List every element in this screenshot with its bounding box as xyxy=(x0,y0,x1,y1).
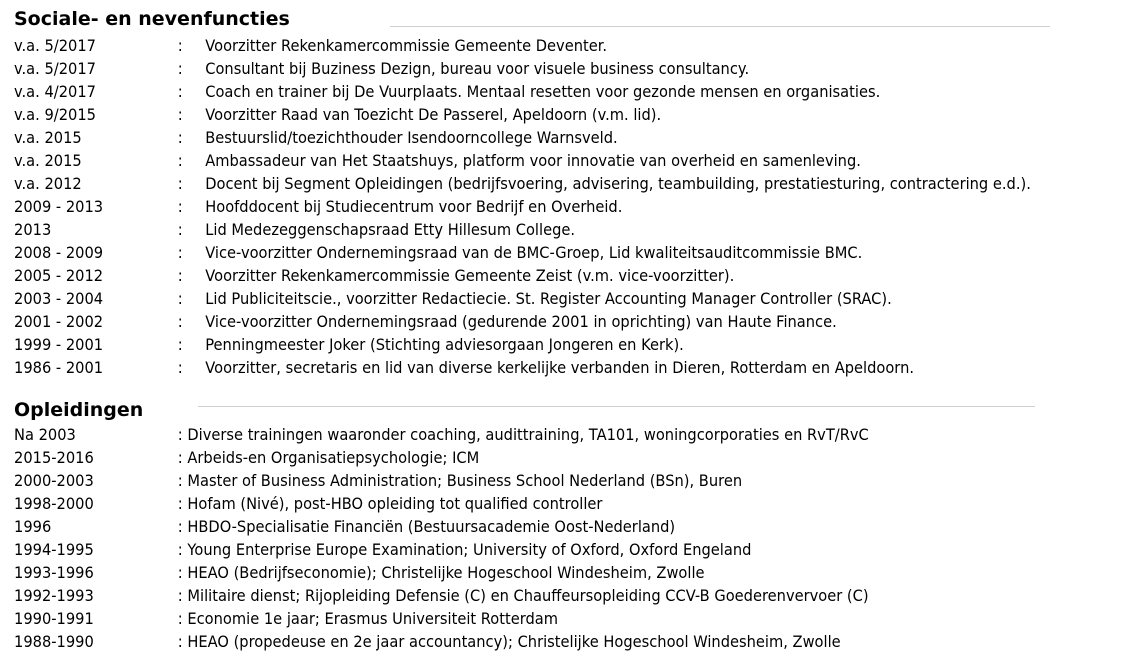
entry-date: v.a. 4/2017 xyxy=(14,82,96,101)
entry-separator: : xyxy=(177,335,183,354)
entry-date: v.a. 2015 xyxy=(14,151,82,170)
entry-date: 2001 - 2002 xyxy=(14,312,104,331)
entry-date: 2015-2016 xyxy=(14,448,94,467)
entry-description: Coach en trainer bij De Vuurplaats. Mentaal resetten voor gezonde mensen en organisaties. xyxy=(205,82,881,101)
entry-date: v.a. 2015 xyxy=(14,128,82,147)
entry-description: Voorzitter, secretaris en lid van diverse kerkelijke verbanden in Dieren, Rotterdam en Apeldoorn. xyxy=(205,358,915,377)
entry-description: Voorzitter Rekenkamercommissie Gemeente Zeist (v.m. vice-voorzitter). xyxy=(205,266,735,285)
entry-separator: : xyxy=(177,174,183,193)
entry-date: v.a. 2012 xyxy=(14,174,82,193)
entry-separator: : xyxy=(177,358,183,377)
entry-date: v.a. 5/2017 xyxy=(14,36,96,55)
section-title-education: Opleidingen xyxy=(14,399,144,421)
entry-date: 2000-2003 xyxy=(14,471,94,490)
entry-description: Consultant bij Buziness Dezign, bureau voor visuele business consultancy. xyxy=(205,59,750,78)
entry-date: 2008 - 2009 xyxy=(14,243,104,262)
entry-description: : Economie 1e jaar; Erasmus Universiteit Rotterdam xyxy=(177,609,559,628)
entry-description: Lid Publiciteitscie., voorzitter Redactiecie. St. Register Accounting Manager Controller (SRAC). xyxy=(205,289,892,308)
entry-date: 2005 - 2012 xyxy=(14,266,104,285)
entry-description: Voorzitter Rekenkamercommissie Gemeente Deventer. xyxy=(205,36,608,55)
entry-description: Ambassadeur van Het Staatshuys, platform voor innovatie van overheid en samenleving. xyxy=(205,151,861,170)
entry-description: : HEAO (propedeuse en 2e jaar accountancy); Christelijke Hogeschool Windesheim, Zwolle xyxy=(177,632,841,651)
entry-separator: : xyxy=(177,220,183,239)
entry-date: 2009 - 2013 xyxy=(14,197,104,216)
entry-description: Vice-voorzitter Ondernemingsraad (gedurende 2001 in oprichting) van Haute Finance. xyxy=(205,312,837,331)
entry-description: Lid Medezeggenschapsraad Etty Hillesum College. xyxy=(205,220,576,239)
entry-separator: : xyxy=(177,243,183,262)
entry-description: : Diverse trainingen waaronder coaching, audittraining, TA101, woningcorporaties en RvT/RvC xyxy=(177,425,869,444)
entry-date: v.a. 5/2017 xyxy=(14,59,96,78)
entry-description: : Militaire dienst; Rijopleiding Defensie (C) en Chauffeursopleiding CCV-B Goederenvervoer (C) xyxy=(177,586,869,605)
entry-date: 1996 xyxy=(14,517,52,536)
entry-date: 2003 - 2004 xyxy=(14,289,104,308)
entry-separator: : xyxy=(177,59,183,78)
entry-date: 1999 - 2001 xyxy=(14,335,104,354)
entry-date: Na 2003 xyxy=(14,425,76,444)
entry-description: Voorzitter Raad van Toezicht De Passerel, Apeldoorn (v.m. lid). xyxy=(205,105,662,124)
entry-date: 2013 xyxy=(14,220,52,239)
entry-description: Bestuurslid/toezichthouder Isendoorncollege Warnsveld. xyxy=(205,128,618,147)
entry-date: 1998-2000 xyxy=(14,494,94,513)
entry-description: Hoofddocent bij Studiecentrum voor Bedrijf en Overheid. xyxy=(205,197,623,216)
section-title-social: Sociale- en nevenfuncties xyxy=(14,8,290,30)
entry-separator: : xyxy=(177,105,183,124)
entry-description: : Arbeids-en Organisatiepsychologie; ICM xyxy=(177,448,480,467)
entry-description: Penningmeester Joker (Stichting adviesorgaan Jongeren en Kerk). xyxy=(205,335,684,354)
entry-separator: : xyxy=(177,82,183,101)
entry-description: : HBDO-Specialisatie Financiën (Bestuursacademie Oost-Nederland) xyxy=(177,517,676,536)
entry-date: 1992-1993 xyxy=(14,586,94,605)
entry-separator: : xyxy=(177,151,183,170)
entry-date: 1990-1991 xyxy=(14,609,94,628)
entry-separator: : xyxy=(177,312,183,331)
section-divider xyxy=(198,406,1035,407)
entry-description: : Young Enterprise Europe Examination; University of Oxford, Oxford Engeland xyxy=(177,540,752,559)
entry-date: v.a. 9/2015 xyxy=(14,105,96,124)
entry-description: : HEAO (Bedrijfseconomie); Christelijke Hogeschool Windesheim, Zwolle xyxy=(177,563,705,582)
entry-description: : Hofam (Nivé), post-HBO opleiding tot qualified controller xyxy=(177,494,603,513)
entry-date: 1993-1996 xyxy=(14,563,94,582)
entry-separator: : xyxy=(177,197,183,216)
entry-separator: : xyxy=(177,36,183,55)
entry-separator: : xyxy=(177,128,183,147)
entry-date: 1994-1995 xyxy=(14,540,94,559)
entry-description: Docent bij Segment Opleidingen (bedrijfsvoering, advisering, teambuilding, prestatiesturing, contractering e.d.). xyxy=(205,174,1031,193)
section-divider xyxy=(390,26,1050,27)
entry-date: 1988-1990 xyxy=(14,632,94,651)
entry-description: : Master of Business Administration; Business School Nederland (BSn), Buren xyxy=(177,471,743,490)
entry-separator: : xyxy=(177,266,183,285)
entry-separator: : xyxy=(177,289,183,308)
entry-date: 1986 - 2001 xyxy=(14,358,104,377)
entry-description: Vice-voorzitter Ondernemingsraad van de BMC-Groep, Lid kwaliteitsauditcommissie BMC. xyxy=(205,243,863,262)
